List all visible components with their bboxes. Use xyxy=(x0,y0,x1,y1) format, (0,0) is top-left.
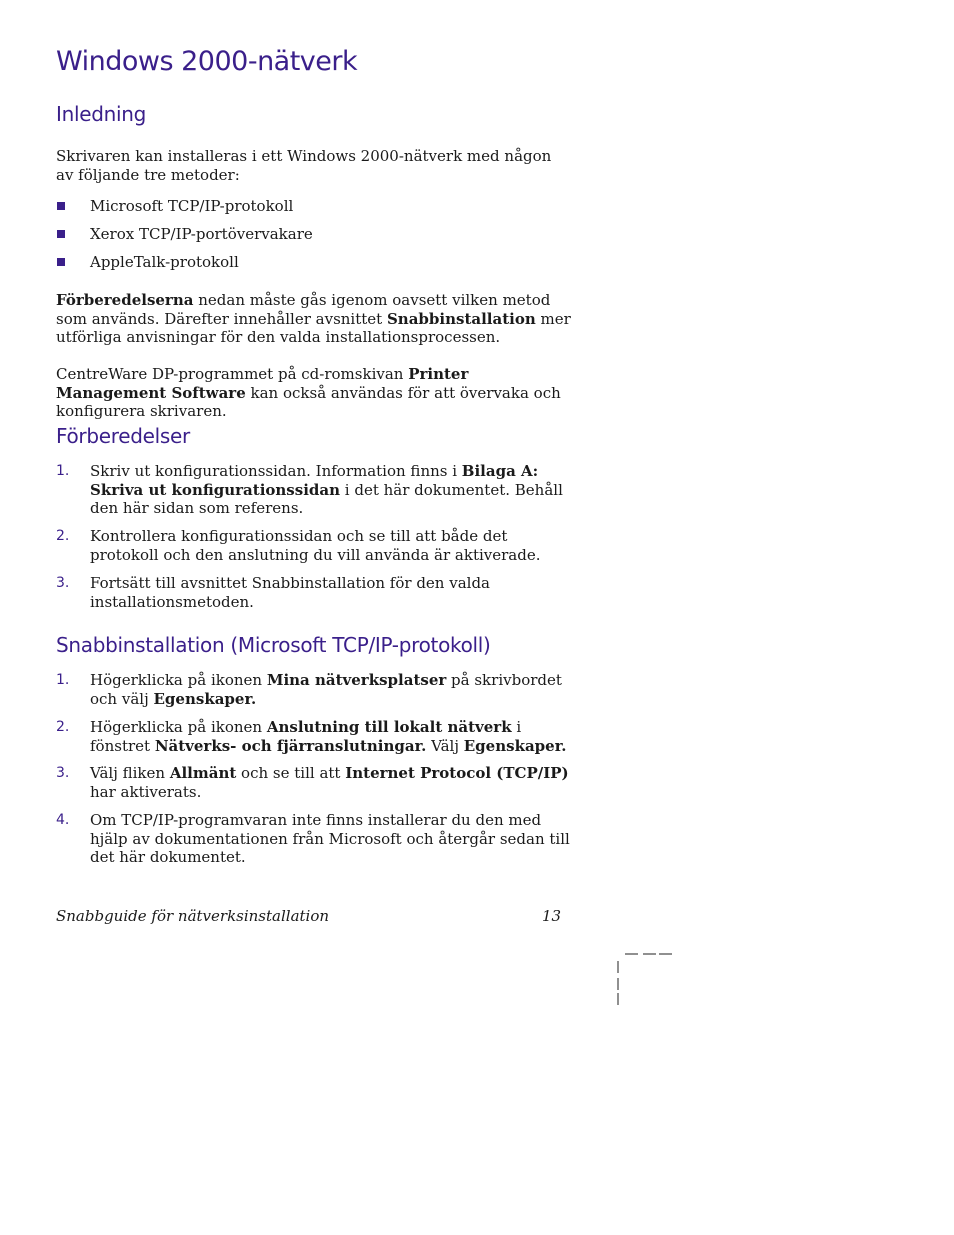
step-number: 2. xyxy=(56,528,70,544)
heading-inledning: Inledning xyxy=(56,102,147,126)
step-number: 1. xyxy=(56,463,70,479)
intro-paragraph: Skrivaren kan installeras i ett Windows 2000-nätverk med någon av följande tre metoder: xyxy=(56,147,552,184)
text-run: Välj xyxy=(426,736,464,755)
text-run: på skrivbordet och välj xyxy=(90,671,562,708)
step-text xyxy=(90,671,575,708)
step-text xyxy=(90,764,575,801)
text-run: och se till att xyxy=(236,764,346,782)
step-number: 3. xyxy=(56,765,70,781)
text-run: Skriv ut konfigurationssidan. Information finns i xyxy=(90,462,462,480)
step-number: 2. xyxy=(56,719,70,735)
bold-term: Bilaga A: Skriva ut konfigurationssidan xyxy=(90,462,539,499)
bold-term: Egenskaper. xyxy=(153,689,257,708)
square-bullet-icon xyxy=(57,230,65,238)
step-text xyxy=(90,462,575,518)
step-text: Kontrollera konfigurationssidan och se till att både det protokoll och den anslutning du vill använda är aktiverade. xyxy=(90,527,541,564)
footer-guide-title: Snabbguide för nätverksinstallation xyxy=(56,907,330,925)
centreware-paragraph xyxy=(56,365,571,421)
text-run: Högerklicka på ikonen xyxy=(90,671,267,689)
heading-snabbinstallation: Snabbinstallation (Microsoft TCP/IP-protokoll) xyxy=(56,633,491,657)
text-run: nedan måste gås igenom oavsett vilken metod som används. Därefter innehåller avsnittet xyxy=(56,291,551,328)
square-bullet-icon xyxy=(57,258,65,266)
bold-term: Anslutning till lokalt nätverk xyxy=(266,718,512,736)
page-title: Windows 2000-nätverk xyxy=(56,46,358,77)
text-run: i fönstret xyxy=(90,718,522,755)
bold-term: Snabbinstallation xyxy=(386,309,536,328)
heading-forberedelser: Förberedelser xyxy=(56,424,190,448)
bold-term: Internet Protocol (TCP/IP) xyxy=(345,764,569,782)
bold-term: Förberedelserna xyxy=(56,291,194,309)
bold-term: Printer Management Software xyxy=(56,365,469,402)
square-bullet-icon xyxy=(57,202,65,210)
bold-term: Allmänt xyxy=(169,764,237,782)
text-run: i det här dokumentet. Behåll den här sidan som referens. xyxy=(90,480,563,518)
text-run: CentreWare DP-programmet på cd-romskivan xyxy=(56,365,409,383)
bold-term: Mina nätverksplatser xyxy=(266,671,447,689)
step-number: 4. xyxy=(56,812,70,828)
bullet-text: AppleTalk-protokoll xyxy=(90,253,239,271)
step-text: Fortsätt till avsnittet Snabbinstallation för den valda installationsmetoden. xyxy=(90,574,490,611)
text-run: Välj fliken xyxy=(90,764,170,782)
step-text: Om TCP/IP-programvaran inte finns installerar du den med hjälp av dokumentationen från Microsoft och återgår sedan till det här dokumentet. xyxy=(90,811,570,867)
bold-term: Egenskaper. xyxy=(463,736,567,755)
text-run: Högerklicka på ikonen xyxy=(90,718,267,736)
step-number: 1. xyxy=(56,672,70,688)
step-number: 3. xyxy=(56,575,70,591)
bullet-text: Microsoft TCP/IP-protokoll xyxy=(90,197,294,215)
bullet-text: Xerox TCP/IP-portövervakare xyxy=(90,225,313,243)
preparation-note-paragraph xyxy=(56,291,571,347)
step-text xyxy=(90,718,575,755)
bold-term: Nätverks- och fjärranslutningar. xyxy=(154,736,427,755)
text-run: kan också användas för att övervaka och konfigurera skrivaren. xyxy=(56,383,561,421)
text-run: mer utförliga anvisningar för den valda installationsprocessen. xyxy=(56,309,571,347)
text-run: har aktiverats. xyxy=(90,782,202,801)
footer-page-number: 13 xyxy=(542,907,562,925)
crop-marks-icon xyxy=(612,948,682,1010)
